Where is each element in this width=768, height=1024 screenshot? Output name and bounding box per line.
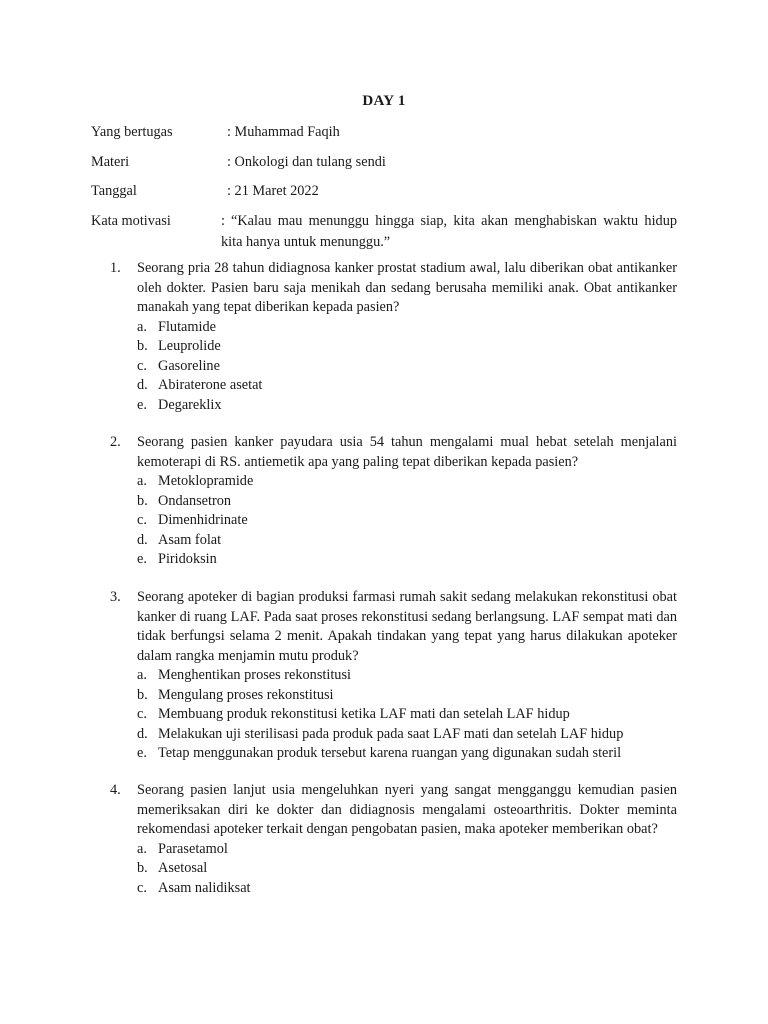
question-number: 4. xyxy=(110,782,121,798)
option-item xyxy=(137,531,677,551)
option-letter: c. xyxy=(137,357,147,374)
option-item xyxy=(137,840,677,860)
option-item xyxy=(137,550,677,570)
option-item xyxy=(137,357,677,377)
option-text: Leuprolide xyxy=(158,338,221,354)
question-text: Seorang apoteker di bagian produksi farmasi rumah sakit sedang melakukan rekonstitusi obat kanker di ruang LAF. Pada saat proses rekonstitusi sedang berlangsung. LAF sempat mati dan tidak berfungsi selama 2 menit. Apakah tindakan yang tepat yang harus dilakukan apoteker dalam rangka menjamin mutu produk? xyxy=(137,589,677,664)
motto-label: Kata motivasi xyxy=(91,213,171,229)
option-item xyxy=(137,396,677,416)
option-text: Membuang produk rekonstitusi ketika LAF mati dan setelah LAF hidup xyxy=(158,706,570,722)
document-title: DAY 1 xyxy=(362,93,406,109)
option-letter: e. xyxy=(137,745,147,761)
option-text: Asam folat xyxy=(158,531,222,548)
option-text: Piridoksin xyxy=(158,551,217,567)
option-list xyxy=(137,666,677,764)
option-letter: c. xyxy=(137,512,147,528)
option-letter: a. xyxy=(137,840,147,857)
option-text: Asetosal xyxy=(158,860,208,876)
option-letter: c. xyxy=(137,706,147,722)
question-text: Seorang pasien lanjut usia mengeluhkan nyeri yang sangat mengganggu kemudian pasien memeriksakan diri ke dokter dan didiagnosis mengalami osteoarthritis. Dokter meminta rekomendasi apoteker terkait dengan pengobatan pasien, maka apoteker memberikan obat? xyxy=(137,782,677,837)
option-letter: a. xyxy=(137,318,147,335)
question-text: Seorang pria 28 tahun didiagnosa kanker prostat stadium awal, lalu diberikan obat antikanker oleh dokter. Pasien baru saja menikah dan sedang berusaha memiliki anak. Obat antikanker manakah yang tepat diberikan kepada pasien? xyxy=(137,260,677,315)
question-2 xyxy=(110,433,677,570)
option-text: Menghentikan proses rekonstitusi xyxy=(158,667,351,683)
option-letter: d. xyxy=(137,725,148,742)
option-text: Ondansetron xyxy=(158,492,232,509)
option-text: Degareklix xyxy=(158,396,222,413)
meta-label: Materi xyxy=(91,154,130,170)
option-list xyxy=(137,840,677,899)
option-text: Asam nalidiksat xyxy=(158,879,251,896)
option-letter: b. xyxy=(137,492,148,509)
option-item xyxy=(137,318,677,338)
question-number: 1. xyxy=(110,260,121,276)
meta-value: : Muhammad Faqih xyxy=(227,124,340,140)
option-item xyxy=(137,705,677,725)
meta-label: Yang bertugas xyxy=(91,124,173,140)
option-letter: e. xyxy=(137,396,147,413)
option-letter: e. xyxy=(137,551,147,567)
option-item xyxy=(137,492,677,512)
option-letter: b. xyxy=(137,860,148,876)
option-text: Dimenhidrinate xyxy=(158,512,248,528)
option-item xyxy=(137,511,677,531)
option-letter: b. xyxy=(137,686,148,703)
option-letter: a. xyxy=(137,473,147,489)
option-list xyxy=(137,318,677,416)
option-letter: a. xyxy=(137,667,147,683)
option-text: Parasetamol xyxy=(158,840,228,857)
option-text: Flutamide xyxy=(158,318,216,335)
question-text: Seorang pasien kanker payudara usia 54 tahun mengalami mual hebat setelah menjalani kemoterapi di RS. antiemetik apa yang paling tepat diberikan kepada pasien? xyxy=(137,434,677,470)
meta-value: : 21 Maret 2022 xyxy=(227,183,319,199)
motto-colon: : xyxy=(221,213,225,229)
option-letter: d. xyxy=(137,377,148,393)
option-item xyxy=(137,686,677,706)
option-item xyxy=(137,859,677,879)
motto-text-block xyxy=(221,211,677,253)
question-3 xyxy=(110,588,677,764)
option-item xyxy=(137,376,677,396)
option-item xyxy=(137,879,677,899)
option-item xyxy=(137,666,677,686)
option-text: Melakukan uji sterilisasi pada produk pada saat LAF mati dan setelah LAF hidup xyxy=(158,725,624,742)
option-letter: b. xyxy=(137,338,148,354)
option-letter: c. xyxy=(137,879,147,896)
motto-text: “Kalau mau menunggu hingga siap, kita akan menghabiskan waktu hidup kita hanya untuk menunggu.” xyxy=(221,213,677,250)
option-text: Tetap menggunakan produk tersebut karena ruangan yang digunakan sudah steril xyxy=(158,745,622,761)
option-letter: d. xyxy=(137,531,148,548)
question-4 xyxy=(110,781,677,898)
option-text: Mengulang proses rekonstitusi xyxy=(158,686,334,703)
option-item xyxy=(137,337,677,357)
question-number: 3. xyxy=(110,589,121,605)
option-item xyxy=(137,744,677,764)
option-text: Metoklopramide xyxy=(158,473,254,489)
meta-label: Tanggal xyxy=(91,183,137,199)
option-text: Abiraterone asetat xyxy=(158,377,263,393)
option-item xyxy=(137,725,677,745)
question-1 xyxy=(110,259,677,415)
question-number: 2. xyxy=(110,434,121,450)
option-list xyxy=(137,472,677,570)
option-text: Gasoreline xyxy=(158,357,220,374)
meta-value: : Onkologi dan tulang sendi xyxy=(227,154,386,170)
option-item xyxy=(137,472,677,492)
